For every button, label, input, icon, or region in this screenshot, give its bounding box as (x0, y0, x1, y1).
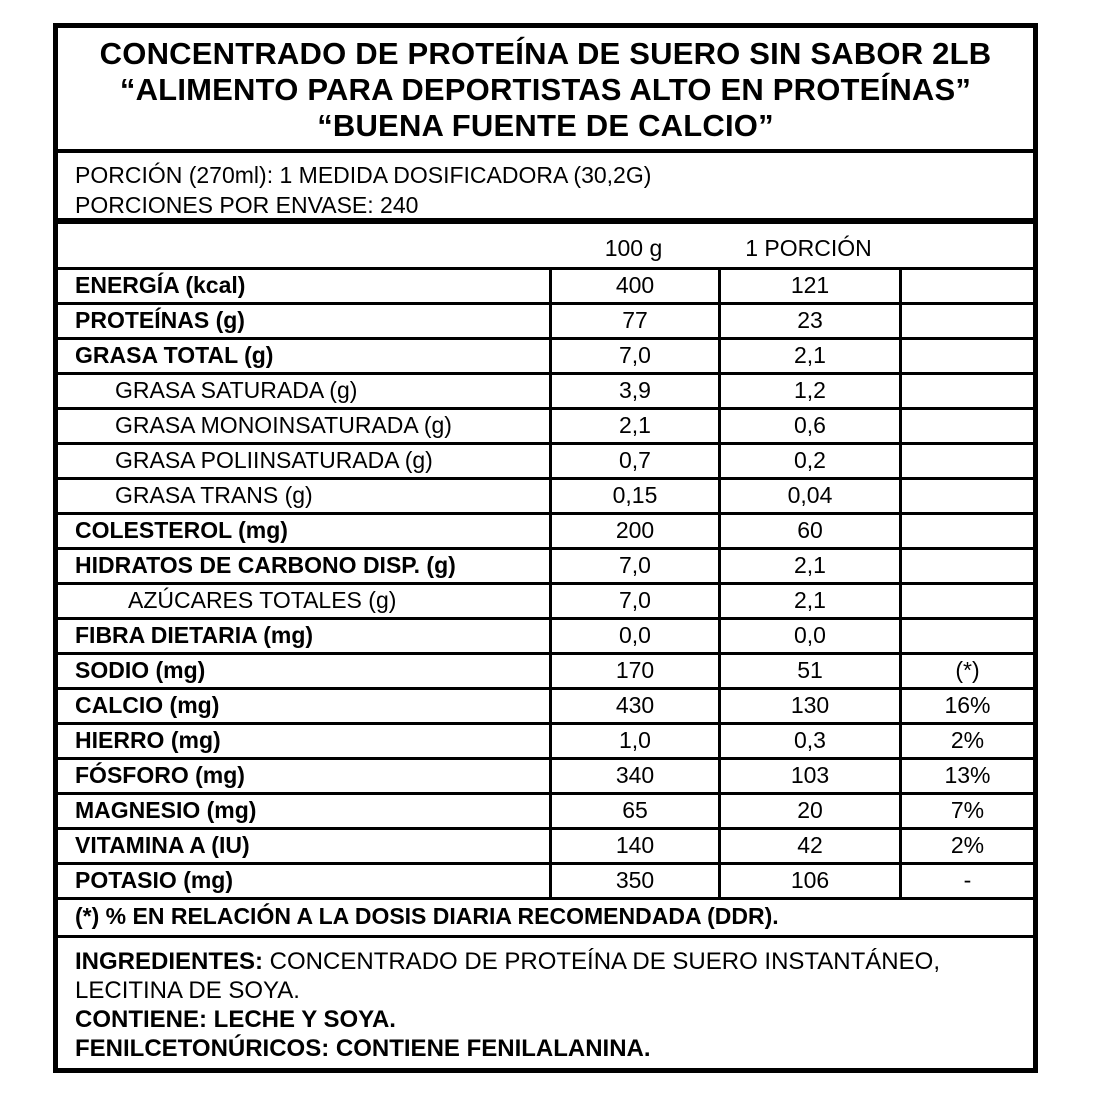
table-row-grasa-trans (58, 480, 1033, 515)
row-value-ddr (899, 305, 1033, 337)
table-row-potasio (58, 865, 1033, 900)
row-value-100g: 430 (549, 690, 718, 722)
table-row-sodio (58, 655, 1033, 690)
row-value-porcion: 20 (718, 795, 899, 827)
row-value-porcion: 130 (718, 690, 899, 722)
table-row-azucares-totales (58, 585, 1033, 620)
ingredients-block (58, 938, 1033, 1063)
serving-size-text: PORCIÓN (270ml): 1 MEDIDA DOSIFICADORA (30,2G) (75, 162, 652, 188)
row-value-100g: 140 (549, 830, 718, 862)
row-label: COLESTEROL (mg) (75, 517, 288, 543)
table-row-fibra-dietaria (58, 620, 1033, 655)
ingredients-list: CONCENTRADO DE PROTEÍNA DE SUERO INSTANTÁNEO, LECITINA DE SOYA. (75, 948, 940, 1004)
product-title-block (58, 28, 1033, 153)
row-value-ddr (899, 375, 1033, 407)
row-value-100g: 2,1 (549, 410, 718, 442)
row-value-ddr (899, 480, 1033, 512)
row-value-porcion: 2,1 (718, 585, 899, 617)
phenylketonurics-text: FENILCETONÚRICOS: CONTIENE FENILALANINA. (75, 1035, 651, 1062)
table-row-proteinas (58, 305, 1033, 340)
ingredients-label: INGREDIENTES: (75, 948, 264, 975)
row-label: POTASIO (mg) (75, 867, 234, 893)
row-value-porcion: 0,2 (718, 445, 899, 477)
row-label: SODIO (mg) (75, 657, 206, 683)
row-value-porcion: 2,1 (718, 550, 899, 582)
row-value-porcion: 121 (718, 270, 899, 302)
table-row-calcio (58, 690, 1033, 725)
row-label: GRASA TRANS (g) (115, 482, 313, 508)
row-value-100g: 0,0 (549, 620, 718, 652)
row-value-ddr: 7% (899, 795, 1033, 827)
table-row-grasa-poliinsaturada (58, 445, 1033, 480)
row-value-ddr: 2% (899, 830, 1033, 862)
row-value-100g: 0,7 (549, 445, 718, 477)
row-value-ddr: 16% (899, 690, 1033, 722)
row-label: CALCIO (mg) (75, 692, 220, 718)
row-value-100g: 1,0 (549, 725, 718, 757)
row-label: HIERRO (mg) (75, 727, 221, 753)
product-title-line1: CONCENTRADO DE PROTEÍNA DE SUERO SIN SABOR 2LB (99, 36, 992, 71)
row-value-porcion: 1,2 (718, 375, 899, 407)
table-row-grasa-saturada (58, 375, 1033, 410)
row-value-100g: 200 (549, 515, 718, 547)
row-label: PROTEÍNAS (g) (75, 307, 245, 333)
table-row-grasa-total (58, 340, 1033, 375)
row-value-100g: 170 (549, 655, 718, 687)
table-row-hierro (58, 725, 1033, 760)
table-row-magnesio (58, 795, 1033, 830)
row-value-porcion: 42 (718, 830, 899, 862)
allergen-contains-text: CONTIENE: LECHE Y SOYA. (75, 1006, 396, 1033)
row-value-ddr (899, 550, 1033, 582)
ingredients-text (75, 947, 1016, 1005)
row-value-ddr (899, 410, 1033, 442)
row-label: HIDRATOS DE CARBONO DISP. (g) (75, 552, 456, 578)
row-label: GRASA MONOINSATURADA (g) (115, 412, 452, 438)
table-row-grasa-monoinsaturada (58, 410, 1033, 445)
row-value-ddr (899, 585, 1033, 617)
row-value-porcion: 103 (718, 760, 899, 792)
row-value-porcion: 0,3 (718, 725, 899, 757)
table-row-hidratos-carbono (58, 550, 1033, 585)
table-row-energia (58, 270, 1033, 305)
row-label: MAGNESIO (mg) (75, 797, 257, 823)
row-label: FÓSFORO (mg) (75, 762, 245, 788)
product-claim-line2: “BUENA FUENTE DE CALCIO” (317, 108, 774, 143)
row-value-porcion: 2,1 (718, 340, 899, 372)
row-value-100g: 0,15 (549, 480, 718, 512)
column-header-100g: 100 g (604, 235, 663, 261)
row-value-100g: 400 (549, 270, 718, 302)
row-label: VITAMINA A (IU) (75, 832, 250, 858)
row-label: AZÚCARES TOTALES (g) (128, 587, 397, 613)
servings-per-container-text: PORCIONES POR ENVASE: 240 (75, 192, 419, 218)
row-value-ddr: 13% (899, 760, 1033, 792)
row-label: GRASA TOTAL (g) (75, 342, 274, 368)
row-value-100g: 7,0 (549, 585, 718, 617)
row-value-ddr (899, 445, 1033, 477)
row-value-100g: 77 (549, 305, 718, 337)
row-value-porcion: 60 (718, 515, 899, 547)
row-value-porcion: 0,0 (718, 620, 899, 652)
table-row-colesterol (58, 515, 1033, 550)
row-value-100g: 65 (549, 795, 718, 827)
ddr-footnote: (*) % EN RELACIÓN A LA DOSIS DIARIA RECOMENDADA (DDR). (58, 900, 1033, 938)
row-value-ddr (899, 270, 1033, 302)
row-label: FIBRA DIETARIA (mg) (75, 622, 314, 648)
row-value-ddr (899, 340, 1033, 372)
row-value-100g: 7,0 (549, 340, 718, 372)
column-header-porcion: 1 PORCIÓN (745, 235, 872, 261)
column-header-row (58, 224, 1033, 270)
table-row-vitamina-a (58, 830, 1033, 865)
row-label: GRASA POLIINSATURADA (g) (115, 447, 433, 473)
row-value-ddr (899, 620, 1033, 652)
serving-info-block (58, 153, 1033, 224)
row-value-100g: 3,9 (549, 375, 718, 407)
row-value-porcion: 51 (718, 655, 899, 687)
row-value-porcion: 23 (718, 305, 899, 337)
row-value-porcion: 0,6 (718, 410, 899, 442)
table-row-fosforo (58, 760, 1033, 795)
product-claim-line1: “ALIMENTO PARA DEPORTISTAS ALTO EN PROTEÍNAS” (119, 72, 972, 107)
row-value-100g: 340 (549, 760, 718, 792)
nutrient-table (58, 270, 1033, 900)
row-value-ddr: - (899, 865, 1033, 897)
row-value-100g: 350 (549, 865, 718, 897)
row-value-ddr (899, 515, 1033, 547)
row-value-ddr: (*) (899, 655, 1033, 687)
row-value-porcion: 0,04 (718, 480, 899, 512)
row-label: ENERGÍA (kcal) (75, 272, 246, 298)
row-value-porcion: 106 (718, 865, 899, 897)
row-label: GRASA SATURADA (g) (115, 377, 358, 403)
nutrition-label (53, 23, 1038, 1073)
row-value-100g: 7,0 (549, 550, 718, 582)
row-value-ddr: 2% (899, 725, 1033, 757)
